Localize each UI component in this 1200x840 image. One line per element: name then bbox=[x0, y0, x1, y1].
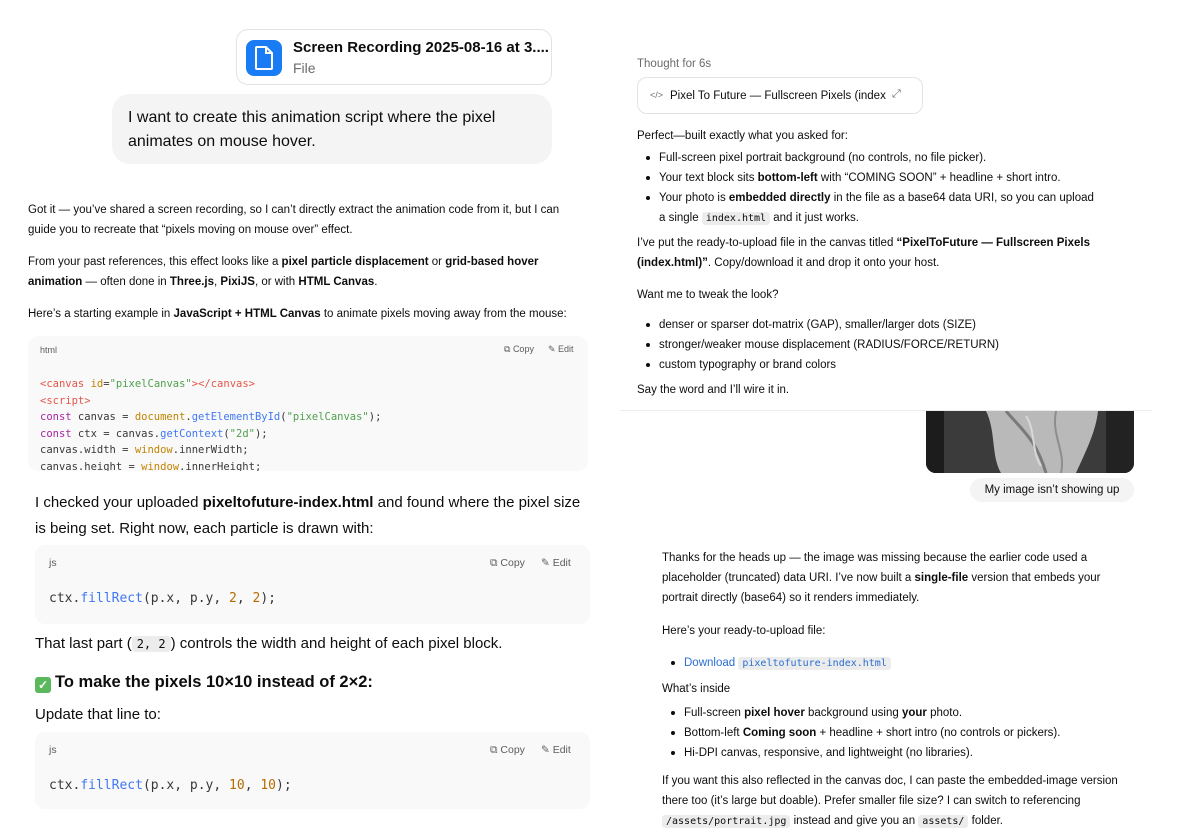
canvas-doc-title: Pixel To Future — Fullscreen Pixels (index bbox=[670, 90, 886, 102]
code-language: html bbox=[40, 345, 58, 355]
code-language: js bbox=[49, 744, 57, 756]
code-line: canvas.height = window.innerHeight; bbox=[40, 460, 262, 471]
copy-code-button[interactable]: ⧉ Copy bbox=[490, 557, 525, 569]
code-line: <canvas id="pixelCanvas"></canvas> bbox=[40, 378, 255, 390]
list-item: Full-screen pixel portrait background (no controls, no file picker). bbox=[637, 148, 1097, 168]
attachment-card[interactable] bbox=[236, 29, 552, 85]
list-item: denser or sparser dot-matrix (GAP), smaller/larger dots (SIZE) bbox=[637, 315, 1097, 335]
file-icon bbox=[246, 40, 282, 76]
list-item: Your photo is embedded directly in the file as a base64 data URI, so you can upload a single index.html and it just works. bbox=[637, 188, 1097, 229]
code-block-html bbox=[28, 336, 588, 471]
list-item: Bottom-left Coming soon + headline + short intro (no controls or pickers). bbox=[662, 723, 1132, 743]
download-list bbox=[662, 653, 1122, 674]
copy-code-button[interactable]: ⧉ Copy bbox=[504, 344, 534, 354]
canvas-doc-card[interactable] bbox=[637, 77, 923, 114]
list-item: custom typography or brand colors bbox=[637, 355, 1097, 375]
section-label: What’s inside bbox=[662, 683, 731, 695]
code-header bbox=[28, 336, 588, 362]
user-message: My image isn’t showing up bbox=[970, 478, 1134, 502]
code-content: ctx.fillRect(p.x, p.y, 2, 2); bbox=[49, 591, 276, 606]
assistant-paragraph: Here’s a starting example in JavaScript + HTML Canvas to animate pixels moving away from the mouse: bbox=[28, 308, 567, 320]
download-filename[interactable]: pixeltofuture-index.html bbox=[738, 657, 891, 670]
list-item bbox=[662, 653, 1122, 674]
inline-code: assets/ bbox=[918, 815, 968, 828]
thought-duration[interactable]: Thought for 6s bbox=[637, 58, 712, 70]
assistant-paragraph: Perfect—built exactly what you asked for: bbox=[637, 130, 848, 142]
code-block-js bbox=[35, 732, 590, 809]
attachment-type: File bbox=[293, 60, 316, 76]
pencil-icon: ✎ bbox=[541, 557, 553, 569]
user-message: I want to create this animation script where the pixel animates on mouse hover. bbox=[112, 94, 552, 164]
code-language: js bbox=[49, 557, 57, 569]
inline-code: index.html bbox=[702, 212, 770, 225]
copy-code-button[interactable]: ⧉ Copy bbox=[490, 744, 525, 756]
code-content bbox=[40, 376, 381, 471]
copy-icon: ⧉ bbox=[490, 557, 501, 569]
list-item: stronger/weaker mouse displacement (RADIUS/FORCE/RETURN) bbox=[637, 335, 1097, 355]
code-line: canvas.width = window.innerWidth; bbox=[40, 444, 249, 456]
edit-code-button[interactable]: ✎ Edit bbox=[541, 557, 571, 569]
code-line: const ctx = canvas.getContext("2d"); bbox=[40, 427, 268, 440]
edit-code-button[interactable]: ✎ Edit bbox=[541, 744, 571, 756]
code-block-js bbox=[35, 545, 590, 624]
assistant-paragraph: From your past references, this effect looks like a pixel particle displacement or grid-based hover animation — often done in Three.js, PixiJS, or with HTML Canvas. bbox=[28, 256, 539, 288]
copy-icon: ⧉ bbox=[490, 744, 501, 756]
assistant-paragraph: I’ve put the ready-to-upload file in the canvas titled “PixelToFuture — Fullscreen Pixels (index.html)”. Copy/download it and drop it onto your host. bbox=[637, 237, 1090, 269]
assistant-paragraph: Say the word and I’ll wire it in. bbox=[637, 384, 790, 396]
assistant-paragraph: If you want this also reflected in the canvas doc, I can paste the embedded-image version there too (it’s large but doable). Prefer smaller file size? I can switch to referencing /assets/portrait.jpg instead and give you an assets/ folder. bbox=[662, 775, 1118, 827]
pencil-icon: ✎ bbox=[541, 744, 553, 756]
tweak-list bbox=[637, 315, 1097, 375]
download-link[interactable]: Download bbox=[684, 657, 736, 669]
copy-icon: ⧉ bbox=[504, 344, 513, 354]
assistant-paragraph: Here’s your ready-to-upload file: bbox=[662, 625, 826, 637]
inline-code: 2, 2 bbox=[132, 636, 171, 652]
code-icon: </> bbox=[650, 90, 664, 100]
code-header bbox=[35, 732, 590, 758]
attachment-name: Screen Recording 2025-08-16 at 3.... bbox=[293, 39, 549, 56]
assistant-paragraph: Thanks for the heads up — the image was missing because the earlier code used a placeholder (truncated) data URI. I’ve now built a single-file version that embeds your portrait directly (base64) so it renders immediately. bbox=[662, 552, 1101, 604]
assistant-paragraph: Want me to tweak the look? bbox=[637, 289, 779, 301]
inside-list bbox=[662, 703, 1132, 763]
assistant-paragraph: That last part ( 2, 2 ) controls the width and height of each pixel block. bbox=[35, 635, 503, 652]
list-item: Full-screen pixel hover background using your photo. bbox=[662, 703, 1132, 723]
uploaded-image-thumbnail[interactable] bbox=[926, 411, 1134, 473]
code-line: const canvas = document.getElementById("pixelCanvas"); bbox=[40, 411, 382, 423]
assistant-paragraph: Update that line to: bbox=[35, 706, 161, 723]
assistant-paragraph: Got it — you’ve shared a screen recording, so I can’t directly extract the animation code from it, but I can guide you to recreate that “pixels moving on mouse over” effect. bbox=[28, 204, 560, 236]
code-header bbox=[35, 545, 590, 571]
assistant-paragraph: I checked your uploaded pixeltofuture-index.html and found where the pixel size is being set. Right now, each particle is drawn with: bbox=[35, 494, 581, 537]
check-icon: ✓ bbox=[35, 677, 51, 693]
feature-list bbox=[637, 148, 1097, 229]
list-item: Hi-DPI canvas, responsive, and lightweight (no libraries). bbox=[662, 743, 1132, 763]
inline-code: /assets/portrait.jpg bbox=[662, 815, 790, 828]
pencil-icon: ✎ bbox=[548, 344, 559, 354]
section-heading: ✓ To make the pixels 10×10 instead of 2×2: bbox=[35, 671, 373, 693]
code-content: ctx.fillRect(p.x, p.y, 10, 10); bbox=[49, 778, 292, 793]
code-line: <script> bbox=[40, 394, 91, 407]
expand-icon[interactable]: ⤢ bbox=[892, 88, 901, 100]
list-item: Your text block sits bottom-left with “COMING SOON” + headline + short intro. bbox=[637, 168, 1097, 188]
edit-code-button[interactable]: ✎ Edit bbox=[548, 344, 574, 354]
